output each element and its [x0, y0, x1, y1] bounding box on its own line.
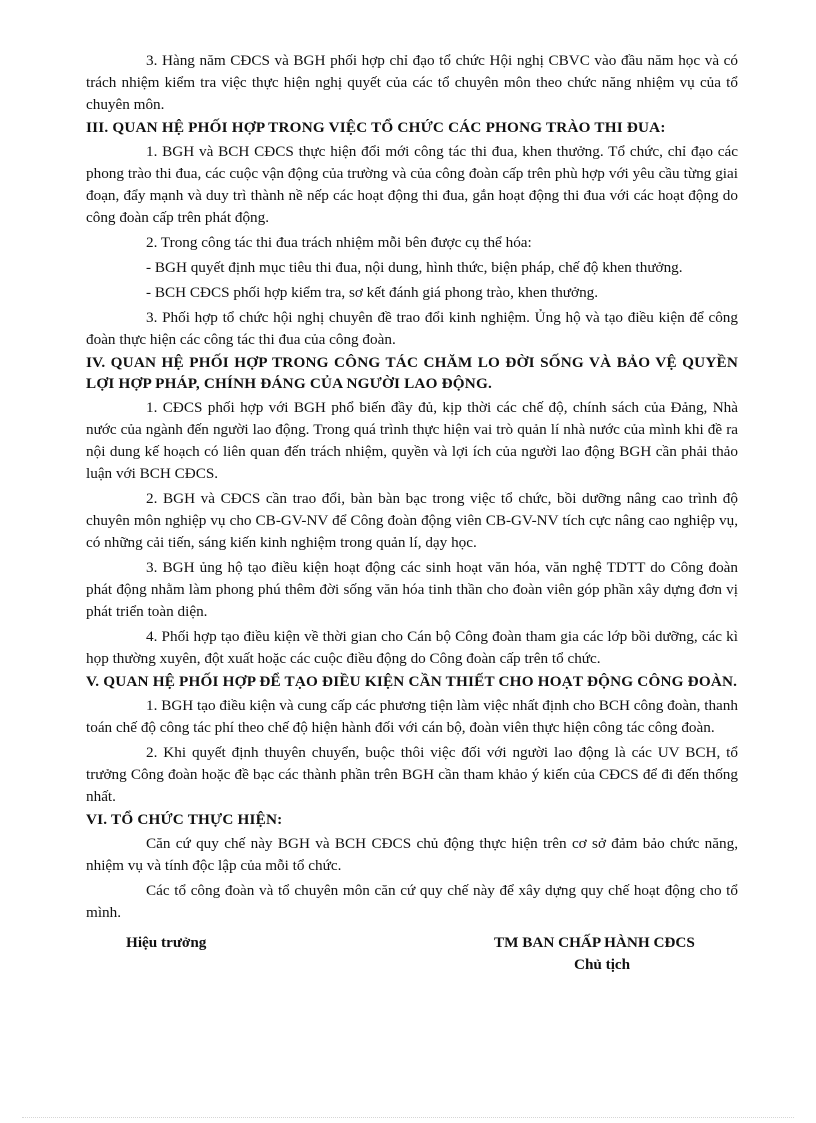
- section-4-paragraph-2: 2. BGH và CĐCS cần trao đổi, bàn bàn bạc trong việc tổ chức, bồi dưỡng nâng cao trình độ chuyên môn nghiệp vụ cho CB-GV-NV để Công đoàn động viên CB-GV-NV tích cực nâng cao nghiệp vụ, có những cải tiến, sáng kiến kinh nghiệm trong quản lí, dạy học.: [86, 490, 738, 551]
- signature-principal: Hiệu trưởng: [126, 934, 207, 951]
- section-3-paragraph-1: 1. BGH và BCH CĐCS thực hiện đổi mới công tác thi đua, khen thưởng. Tổ chức, chỉ đạo các phong trào thi đua, các cuộc vận động của trường và của công đoàn cấp trên phù hợp với yêu cầu từng giai đoạn, đẩy mạnh và duy trì thành nề nếp các hoạt động thi đua, gắn hoạt động thi đua với các hoạt động do công đoàn cấp trên phát động.: [86, 143, 738, 226]
- signature-chairman: Chủ tịch: [574, 956, 631, 973]
- signature-union-board: TM BAN CHẤP HÀNH CĐCS: [494, 934, 695, 951]
- section-3-paragraph-3: 3. Phối hợp tổ chức hội nghị chuyên đề trao đổi kinh nghiệm. Ủng hộ và tạo điều kiện để công đoàn thực hiện các công tác thi đua của công đoàn.: [86, 309, 738, 348]
- section-4-paragraph-3: 3. BGH ủng hộ tạo điều kiện hoạt động các sinh hoạt văn hóa, văn nghệ TDTT do Công đoàn phát động nhằm làm phong phú thêm đời sống văn hóa tinh thần cho đoàn viên góp phần xây dựng đơn vị phát triển toàn diện.: [86, 559, 738, 620]
- section-4-heading: IV. QUAN HỆ PHỐI HỢP TRONG CÔNG TÁC CHĂM LO ĐỜI SỐNG VÀ BẢO VỆ QUYỀN LỢI HỢP PHÁP, CHÍNH ĐÁNG CỦA NGƯỜI LAO ĐỘNG.: [86, 354, 738, 392]
- section-3-heading: III. QUAN HỆ PHỐI HỢP TRONG VIỆC TỔ CHỨC CÁC PHONG TRÀO THI ĐUA:: [86, 119, 666, 136]
- section-6-paragraph-1: Căn cứ quy chế này BGH và BCH CĐCS chủ động thực hiện trên cơ sở đảm bảo chức năng, nhiệm vụ và tính độc lập của mỗi tổ chức.: [86, 835, 738, 874]
- section-5-paragraph-1: 1. BGH tạo điều kiện và cung cấp các phương tiện làm việc nhất định cho BCH công đoàn, thanh toán chế độ công tác phí theo chế độ hiện hành đối với cán bộ, đoàn viên thực hiện công tác công đoàn.: [86, 697, 738, 736]
- section-3-paragraph-2b: - BCH CĐCS phối hợp kiểm tra, sơ kết đánh giá phong trào, khen thưởng.: [146, 284, 599, 301]
- section-5-heading: V. QUAN HỆ PHỐI HỢP ĐỂ TẠO ĐIỀU KIỆN CẦN THIẾT CHO HOẠT ĐỘNG CÔNG ĐOÀN.: [86, 673, 738, 690]
- section-6-paragraph-2: Các tổ công đoàn và tổ chuyên môn căn cứ quy chế này để xây dựng quy chế hoạt động cho tổ mình.: [86, 882, 738, 921]
- signature-block: [86, 932, 738, 982]
- section-3-paragraph-2a: - BGH quyết định mục tiêu thi đua, nội dung, hình thức, biện pháp, chế độ khen thưởng.: [146, 259, 683, 276]
- section-3-paragraph-2: 2. Trong công tác thi đua trách nhiệm mỗi bên được cụ thể hóa:: [146, 234, 532, 251]
- paragraph-top-3: 3. Hàng năm CĐCS và BGH phối hợp chỉ đạo tổ chức Hội nghị CBVC vào đầu năm học và có trách nhiệm kiểm tra việc thực hiện nghị quyết của các tổ chuyên môn theo chức năng nhiệm vụ của tổ chuyên môn.: [86, 52, 738, 113]
- section-6-heading: VI. TỔ CHỨC THỰC HIỆN:: [86, 811, 283, 828]
- section-5-paragraph-2: 2. Khi quyết định thuyên chuyển, buộc thôi việc đối với người lao động là các UV BCH, tổ trưởng Công đoàn hoặc đề bạc các thành phần trên BGH cần tham khảo ý kiến của CĐCS để đi đến thống nhất.: [86, 744, 738, 805]
- page-bottom-rule: [22, 1117, 794, 1118]
- document-page: [86, 50, 738, 982]
- section-4-paragraph-1: 1. CĐCS phối hợp với BGH phổ biến đầy đủ, kịp thời các chế độ, chính sách của Đảng, Nhà nước của ngành đến người lao động. Trong quá trình thực hiện vai trò quản lí nhà nước của mình khi đề ra nội dung kế hoạch có liên quan đến trách nhiệm, quyền và lợi ích của người lao động BGH cần phải thảo luận với BCH CĐCS.: [86, 399, 738, 482]
- section-4-paragraph-4: 4. Phối hợp tạo điều kiện về thời gian cho Cán bộ Công đoàn tham gia các lớp bồi dưỡng, các kì họp thường xuyên, đột xuất hoặc các cuộc điều động do Công đoàn cấp trên tổ chức.: [86, 628, 738, 667]
